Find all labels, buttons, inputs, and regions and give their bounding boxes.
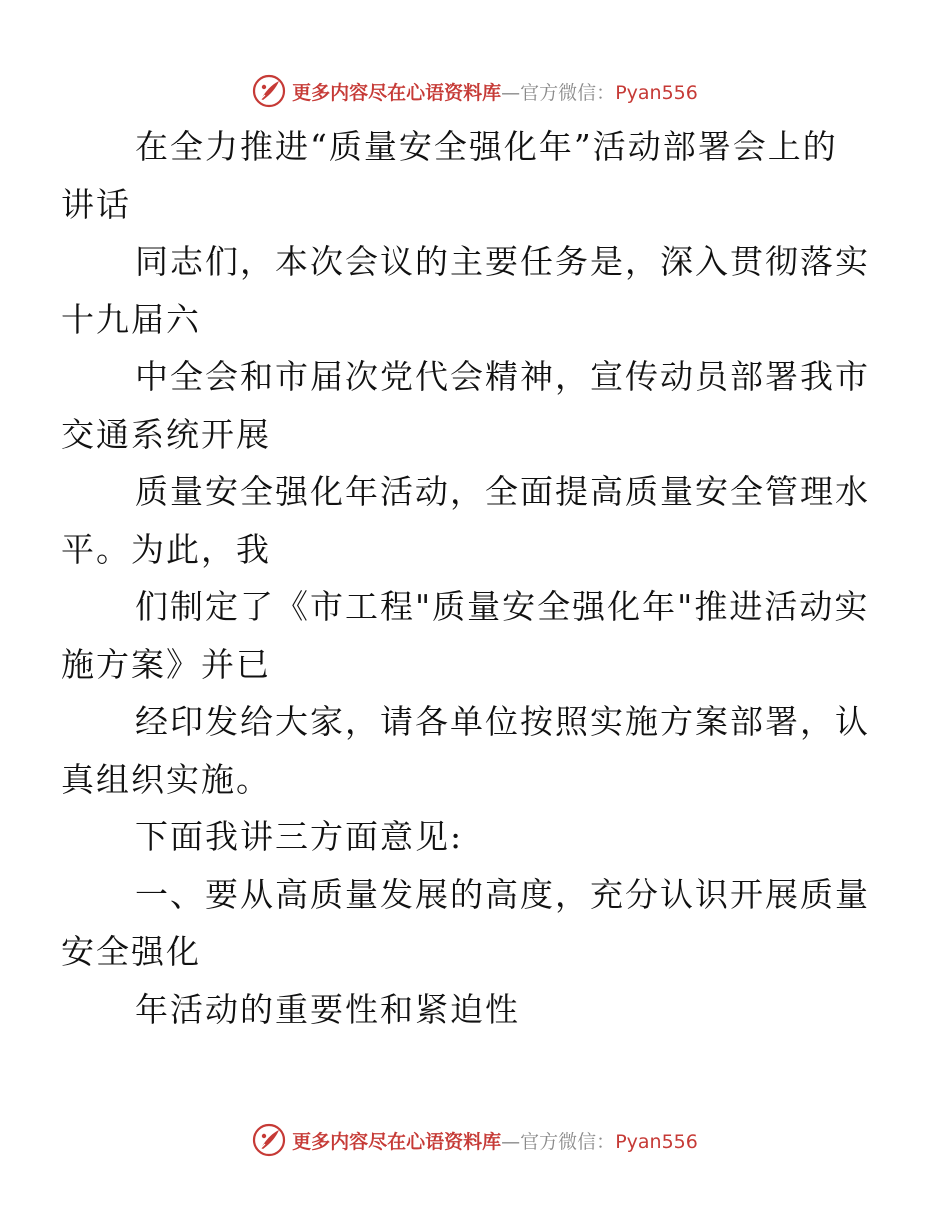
text-line: 真组织实施。 [61,759,271,799]
paragraph-title [61,118,858,233]
text-line: 们制定了《市工程"质量安全强化年"推进活动实 [135,587,870,626]
text-line: 讲话 [61,184,131,224]
paragraph [61,348,870,463]
section-heading [61,866,870,981]
text-line: 质量安全强化年活动，全面提高质量安全管理水 [135,472,870,511]
section-heading-continued [98,981,858,1039]
watermark-text: 更多内容尽在心语资料库—官方微信：Pyan556 [292,81,698,104]
document-body [61,118,870,1038]
text-line: 经印发给大家，请各单位按照实施方案部署，认 [135,702,870,741]
paragraph [61,578,870,693]
text-line: 在全力推进“质量安全强化年”活动部署会上的 [135,127,838,166]
text-line: 中全会和市届次党代会精神，宣传动员部署我市 [135,357,870,396]
text-line: 安全强化 [61,932,201,971]
watermark-text: 更多内容尽在心语资料库—官方微信：Pyan556 [292,1130,698,1153]
paragraph [61,693,870,808]
header-watermark [0,71,950,111]
text-line: 一、要从高质量发展的高度，充分认识开展质量 [135,874,870,914]
text-line: 十九届六 [61,299,201,339]
text-line: 施方案》并已 [61,644,271,684]
quill-pen-logo-icon [252,1123,286,1157]
paragraph [61,463,870,578]
text-line: 交通系统开展 [61,414,271,454]
text-line: 下面我讲三方面意见: [135,817,464,856]
text-line: 平。为此，我 [61,529,271,569]
quill-pen-logo-icon [252,74,286,108]
text-line: 同志们，本次会议的主要任务是，深入贯彻落实 [135,242,870,281]
paragraph [61,233,870,348]
paragraph [98,808,858,866]
text-line: 年活动的重要性和紧迫性 [135,989,520,1029]
footer-watermark [0,1120,950,1160]
